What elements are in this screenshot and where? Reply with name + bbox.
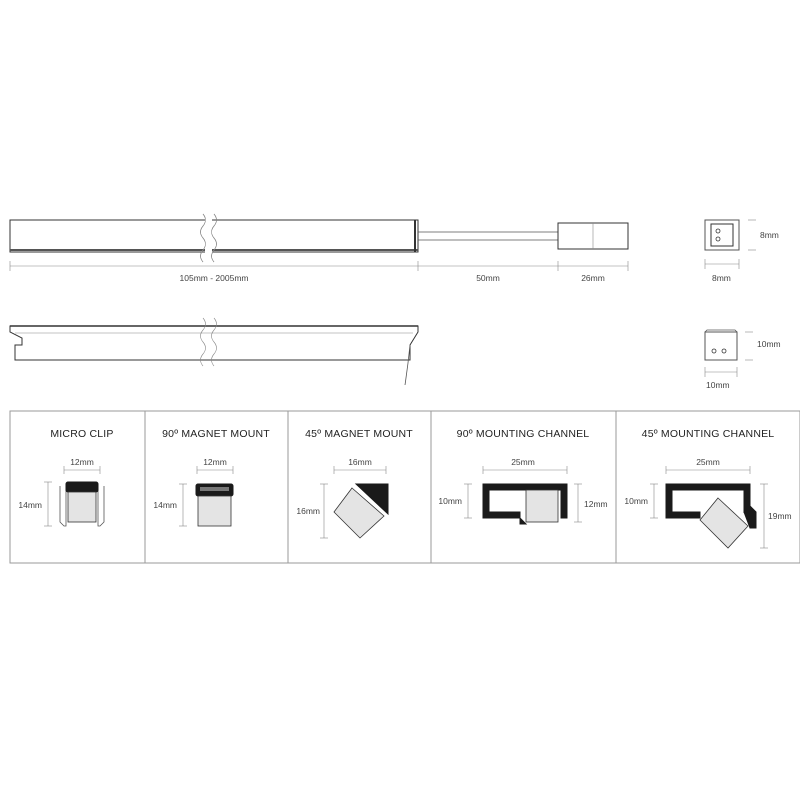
clip-top (66, 482, 98, 492)
cable-length-label: 50mm (476, 273, 500, 283)
mount-title: MICRO CLIP (50, 428, 114, 440)
mount-title: 90º MAGNET MOUNT (162, 428, 270, 440)
led-profile (526, 490, 558, 522)
side-view-strip (10, 318, 418, 385)
width-label: 16mm (348, 457, 372, 467)
side-end-height-label: 10mm (757, 339, 781, 349)
height-label: 14mm (18, 500, 42, 510)
height-label: 14mm (153, 500, 177, 510)
width-label: 25mm (696, 457, 720, 467)
left-height-label: 10mm (438, 496, 462, 506)
width-label: 12mm (203, 457, 227, 467)
top-view-dimensions (10, 261, 628, 283)
side-end-width-label: 10mm (706, 380, 730, 390)
length-label: 105mm - 2005mm (179, 273, 249, 283)
mount-title: 45º MAGNET MOUNT (305, 428, 413, 440)
top-view-end-section (705, 220, 779, 283)
magnet-strip (200, 487, 229, 491)
left-height-label: 10mm (624, 496, 648, 506)
height-label: 16mm (296, 506, 320, 516)
mount-90-channel (438, 428, 607, 524)
mount-title: 90º MOUNTING CHANNEL (456, 428, 590, 440)
mount-90-magnet (153, 428, 270, 526)
width-label: 25mm (511, 457, 535, 467)
top-view-strip (10, 214, 628, 262)
right-height-label: 12mm (584, 499, 608, 509)
connector-length-label: 26mm (581, 273, 605, 283)
led-profile (198, 496, 231, 526)
end-width-label: 8mm (712, 273, 731, 283)
break-gap (205, 218, 212, 254)
led-profile (700, 498, 748, 548)
width-label: 12mm (70, 457, 94, 467)
end-height-label: 8mm (760, 230, 779, 240)
side-view-end-section (705, 330, 781, 390)
strip-body (10, 220, 418, 252)
mount-title: 45º MOUNTING CHANNEL (641, 428, 775, 440)
mount-micro-clip (18, 428, 113, 526)
mount-45-magnet (296, 428, 413, 538)
led-profile (68, 492, 96, 522)
mount-45-channel (624, 428, 791, 548)
right-height-label: 19mm (768, 511, 792, 521)
